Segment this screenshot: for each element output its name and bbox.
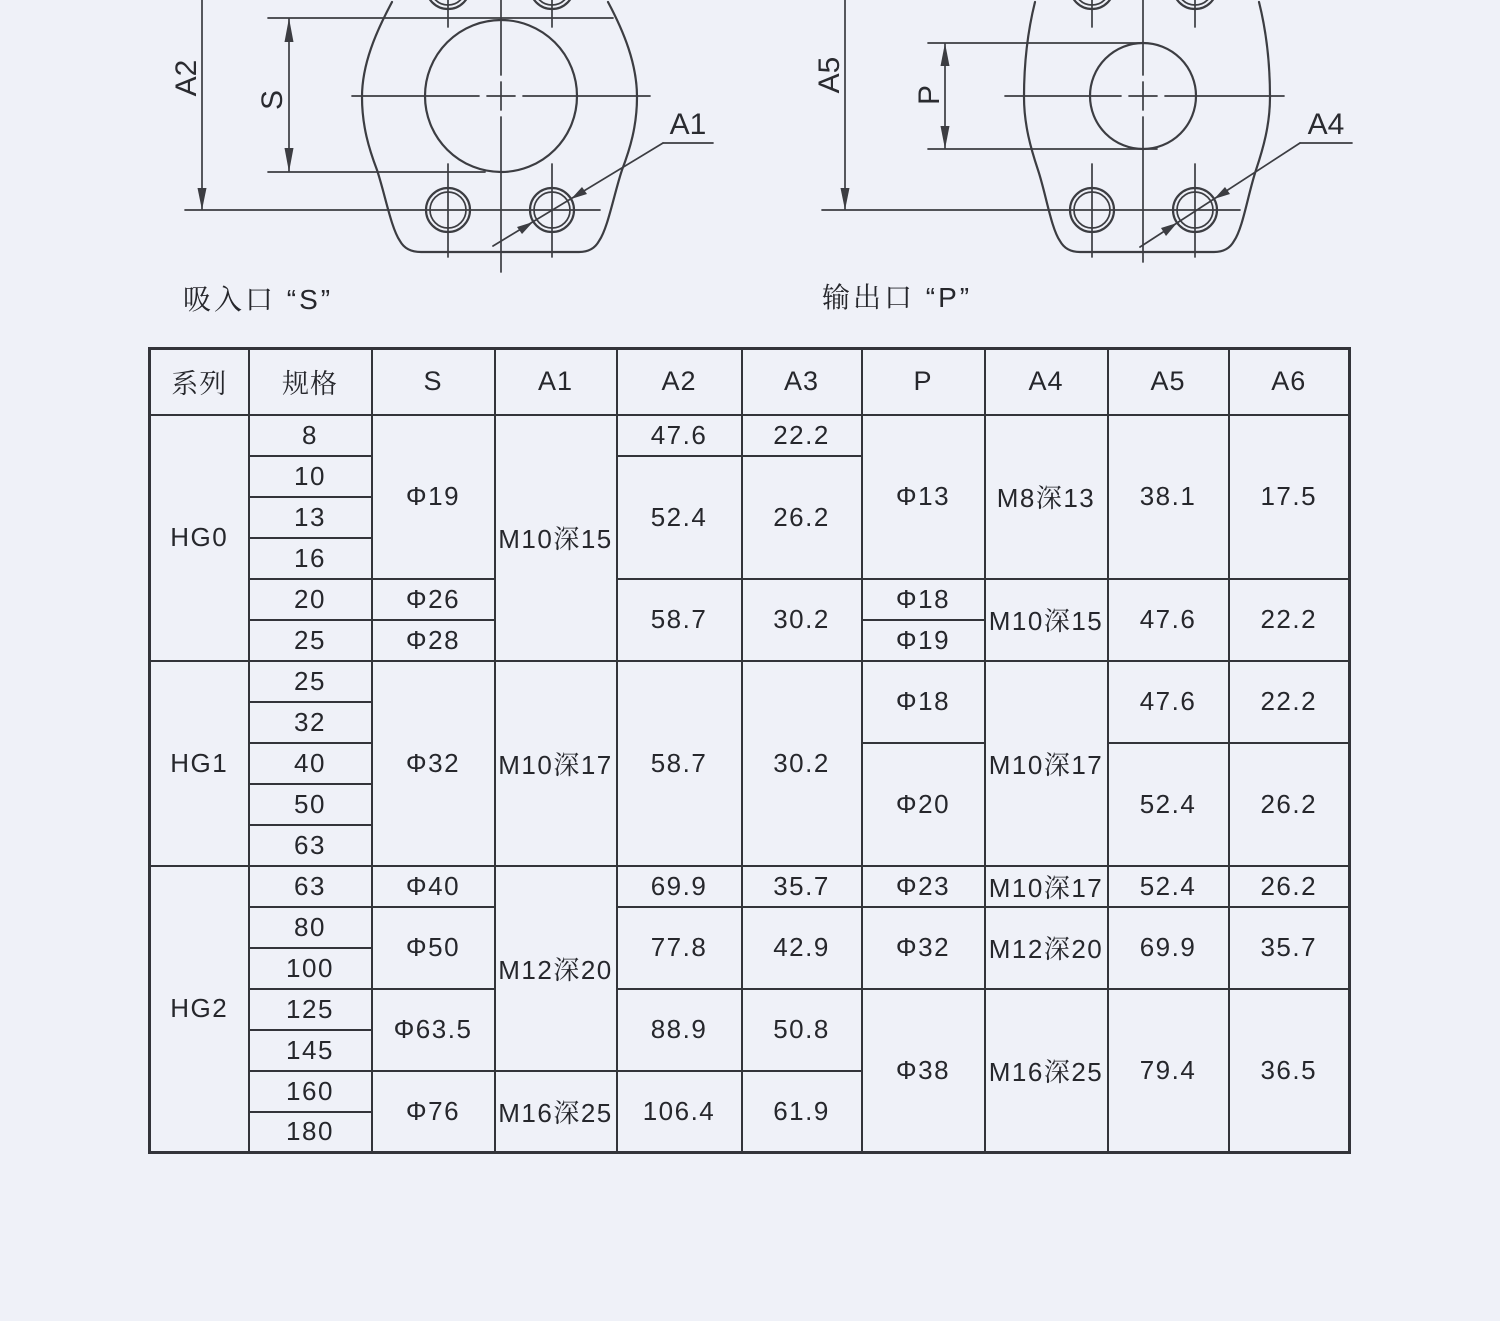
extension-lines [185, 18, 613, 210]
table-cell: Φ23 [862, 866, 985, 907]
table-cell: Φ20 [862, 743, 985, 866]
table-cell: 50 [249, 784, 372, 825]
column-header: A5 [1108, 349, 1229, 415]
table-row [150, 661, 1350, 702]
top-bolt-hole [1070, 0, 1114, 27]
flange-outline [362, 2, 637, 252]
leader-a1 [493, 108, 713, 246]
table-cell: 69.9 [1108, 907, 1229, 989]
table-cell: Φ26 [372, 579, 495, 620]
table-cell: 160 [249, 1071, 372, 1112]
left-diagram-caption: 吸入口 “S” [183, 284, 334, 315]
table-cell: 10 [249, 456, 372, 497]
table-cell: M12深20 [495, 866, 617, 1071]
table-cell: 22.2 [1229, 579, 1350, 661]
right-diagram [780, 0, 1400, 272]
table-cell: M8深13 [985, 415, 1108, 579]
table-cell: 26.2 [1229, 743, 1350, 866]
table-row [150, 579, 1350, 620]
table-cell: Φ18 [862, 579, 985, 620]
table-cell: 13 [249, 497, 372, 538]
table-cell: 63 [249, 866, 372, 907]
table-cell: Φ18 [862, 661, 985, 743]
column-header: P [862, 349, 985, 415]
table-cell: Φ28 [372, 620, 495, 661]
table-cell: 80 [249, 907, 372, 948]
table-cell: 22.2 [742, 415, 862, 456]
column-header: 系列 [150, 349, 249, 415]
table-cell: 58.7 [617, 579, 742, 661]
table-cell: 42.9 [742, 907, 862, 989]
column-header: A4 [985, 349, 1108, 415]
table-cell: 100 [249, 948, 372, 989]
table-cell: 25 [249, 661, 372, 702]
dimension-s [256, 18, 294, 172]
table-cell: M10深17 [985, 661, 1108, 866]
table-cell: 47.6 [617, 415, 742, 456]
column-header: A3 [742, 349, 862, 415]
table-cell: 36.5 [1229, 989, 1350, 1153]
table-cell: 20 [249, 579, 372, 620]
table-cell: Φ19 [372, 415, 495, 579]
table-cell: 69.9 [617, 866, 742, 907]
table-cell: HG0 [150, 415, 249, 661]
table-cell: M16深25 [495, 1071, 617, 1153]
dimension-label: A2 [170, 59, 203, 97]
leader-label: A1 [669, 108, 707, 141]
right-diagram-caption: 输出口 “P” [822, 282, 973, 313]
left-diagram [120, 0, 760, 272]
table-cell: 38.1 [1108, 415, 1229, 579]
spec-table-head-row [150, 349, 1350, 415]
table-cell: 47.6 [1108, 579, 1229, 661]
flange-outline [1024, 2, 1270, 252]
dimension-label: A5 [813, 56, 846, 94]
spec-table-body [150, 415, 1350, 1153]
table-row [150, 907, 1350, 948]
table-cell: Φ76 [372, 1071, 495, 1153]
table-cell: 88.9 [617, 989, 742, 1071]
column-header: A6 [1229, 349, 1350, 415]
table-cell: Φ63.5 [372, 989, 495, 1071]
extension-lines [822, 43, 1240, 210]
leader-a4 [1140, 108, 1352, 247]
top-bolt-hole [530, 0, 574, 27]
table-cell: Φ40 [372, 866, 495, 907]
table-cell: 30.2 [742, 661, 862, 866]
table-cell: Φ13 [862, 415, 985, 579]
column-header: 规格 [249, 349, 372, 415]
table-cell: HG1 [150, 661, 249, 866]
dimension-a5 [813, 0, 850, 210]
table-cell: 30.2 [742, 579, 862, 661]
table-cell: 180 [249, 1112, 372, 1153]
dimension-label: P [913, 84, 946, 106]
dimension-p [913, 43, 950, 149]
table-cell: 35.7 [1229, 907, 1350, 989]
table-cell: Φ32 [862, 907, 985, 989]
table-cell: M10深17 [495, 661, 617, 866]
table-cell: 145 [249, 1030, 372, 1071]
table-cell: 26.2 [742, 456, 862, 579]
table-cell: Φ32 [372, 661, 495, 866]
column-header: S [372, 349, 495, 415]
table-cell: M10深15 [985, 579, 1108, 661]
table-cell: 40 [249, 743, 372, 784]
table-cell: 106.4 [617, 1071, 742, 1153]
dimension-a2 [170, 0, 207, 210]
dimension-label: S [256, 89, 289, 111]
table-row [150, 989, 1350, 1030]
table-cell: M16深25 [985, 989, 1108, 1153]
table-cell: 22.2 [1229, 661, 1350, 743]
table-cell: 63 [249, 825, 372, 866]
table-cell: 47.6 [1108, 661, 1229, 743]
table-cell: Φ50 [372, 907, 495, 989]
table-cell: 52.4 [617, 456, 742, 579]
center-lines [352, 0, 650, 272]
table-cell: 79.4 [1108, 989, 1229, 1153]
table-cell: 25 [249, 620, 372, 661]
table-cell: 8 [249, 415, 372, 456]
table-cell: M10深17 [985, 866, 1108, 907]
table-cell: M10深15 [495, 415, 617, 661]
spec-table [148, 347, 1351, 1154]
table-cell: 32 [249, 702, 372, 743]
column-header: A2 [617, 349, 742, 415]
top-bolt-hole [426, 0, 470, 27]
table-cell: 52.4 [1108, 866, 1229, 907]
top-bolt-hole [1173, 0, 1217, 27]
table-cell: M12深20 [985, 907, 1108, 989]
table-cell: 125 [249, 989, 372, 1030]
table-cell: 77.8 [617, 907, 742, 989]
table-cell: 58.7 [617, 661, 742, 866]
table-cell: 17.5 [1229, 415, 1350, 579]
table-row [150, 866, 1350, 907]
table-cell: Φ19 [862, 620, 985, 661]
column-header: A1 [495, 349, 617, 415]
table-row [150, 415, 1350, 456]
table-cell: HG2 [150, 866, 249, 1153]
table-cell: 52.4 [1108, 743, 1229, 866]
leader-label: A4 [1307, 108, 1345, 141]
table-cell: 35.7 [742, 866, 862, 907]
table-cell: 16 [249, 538, 372, 579]
table-cell: 26.2 [1229, 866, 1350, 907]
table-cell: 50.8 [742, 989, 862, 1071]
table-cell: Φ38 [862, 989, 985, 1153]
table-cell: 61.9 [742, 1071, 862, 1153]
